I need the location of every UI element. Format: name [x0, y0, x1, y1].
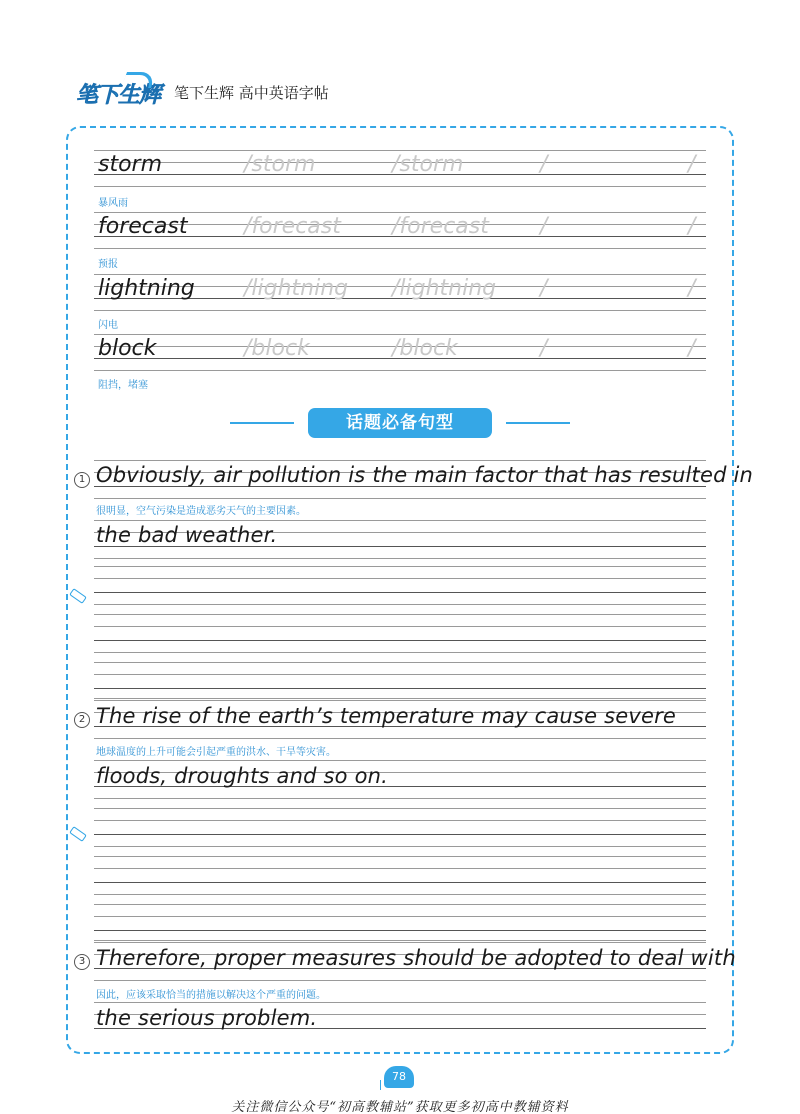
page-number: 78 — [384, 1066, 414, 1088]
section-title: 话题必备句型 — [308, 408, 492, 438]
sentence-number: 3 — [74, 954, 90, 970]
vocab-meaning: 闪电 — [98, 320, 118, 331]
trace-slash: / — [540, 214, 548, 239]
banner-rule-right — [506, 422, 570, 424]
logo-text: 笔下生辉 — [76, 83, 161, 108]
trace-slash: / — [688, 152, 696, 177]
trace-slash: / — [540, 276, 548, 301]
vocab-trace: /lightning — [392, 276, 497, 301]
sentence-line: the bad weather. — [96, 523, 278, 547]
sentence-translation: 地球温度的上升可能会引起严重的洪水、干旱等灾害。 — [96, 747, 336, 758]
vocab-word: storm — [98, 152, 163, 177]
vocab-meaning: 阻挡，堵塞 — [98, 380, 148, 391]
vocab-trace: /forecast — [392, 214, 489, 239]
vocab-meaning: 预报 — [98, 259, 118, 270]
sentence-line: floods, droughts and so on. — [96, 764, 389, 788]
vocab-word: forecast — [98, 214, 188, 239]
sentence-line: The rise of the earth’s temperature may cause severe — [96, 704, 677, 728]
trace-slash: / — [688, 336, 696, 361]
sentence-translation: 因此，应该采取恰当的措施以解决这个严重的问题。 — [96, 990, 326, 1001]
sentence-line: the serious problem. — [96, 1006, 318, 1030]
series-title: 笔下生辉 高中英语字帖 — [174, 83, 329, 102]
wing-icon — [121, 72, 157, 88]
sentence-number: 2 — [74, 712, 90, 728]
vocab-word: lightning — [98, 276, 195, 301]
sentence-line: Obviously, air pollution is the main factor that has resulted in — [96, 463, 754, 487]
banner-rule-left — [230, 422, 294, 424]
page-header — [76, 72, 329, 112]
trace-slash: / — [688, 214, 696, 239]
trace-slash: / — [540, 336, 548, 361]
trace-slash: / — [688, 276, 696, 301]
vocab-trace: /block — [244, 336, 310, 361]
vocab-meaning: 暴风雨 — [98, 198, 128, 209]
sentence-line: Therefore, proper measures should be adopted to deal with — [96, 946, 736, 970]
vocab-trace: /lightning — [244, 276, 349, 301]
practice-ruling — [94, 804, 706, 942]
vocab-trace: /storm — [244, 152, 316, 177]
sentence-translation: 很明显，空气污染是造成恶劣天气的主要因素。 — [96, 506, 306, 517]
sentence-number: 1 — [74, 472, 90, 488]
section-banner — [230, 406, 570, 440]
brand-logo — [76, 72, 168, 112]
practice-ruling — [94, 562, 706, 700]
vocab-trace: /block — [392, 336, 458, 361]
footer-note: 关注微信公众号“初高教辅站”获取更多初高中教辅资料 — [231, 1100, 569, 1114]
vocab-word: block — [98, 336, 157, 361]
vocab-trace: /forecast — [244, 214, 341, 239]
trace-slash: / — [540, 152, 548, 177]
vocab-trace: /storm — [392, 152, 464, 177]
